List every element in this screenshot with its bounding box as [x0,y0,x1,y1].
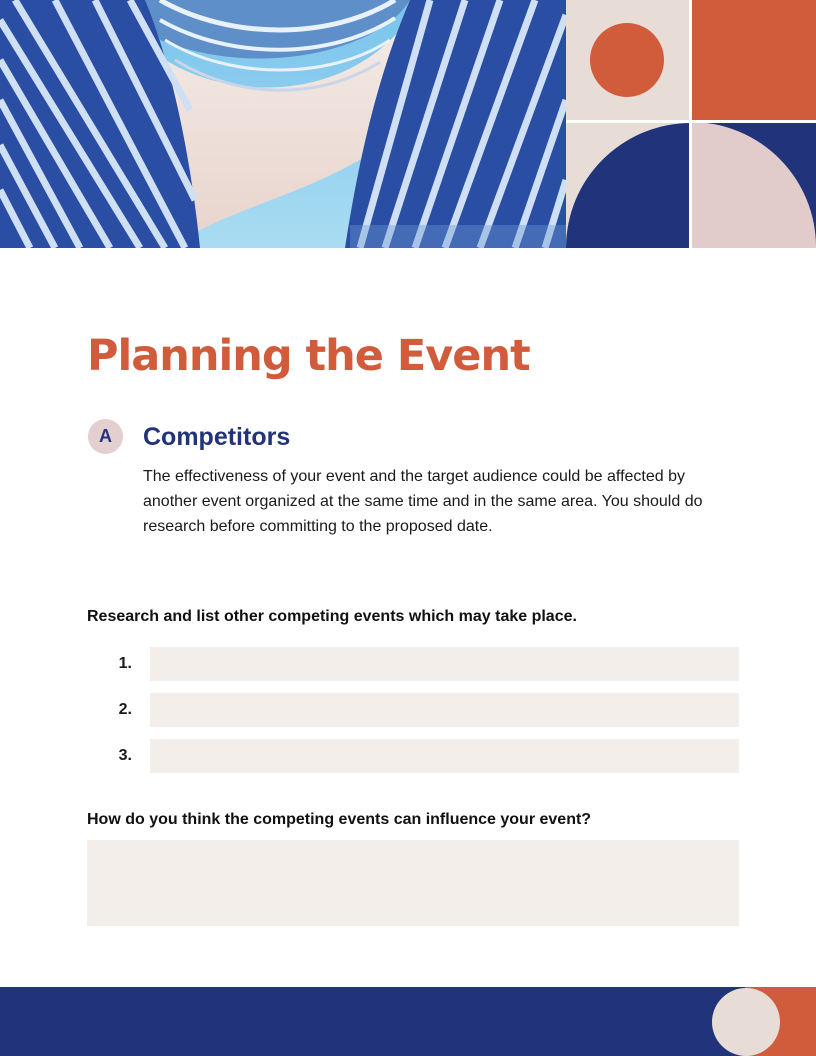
building-photo [0,0,566,248]
section-heading: Competitors [143,423,291,451]
page-header [0,0,816,248]
competing-event-field-3[interactable] [150,739,739,773]
list-item-number: 1. [118,655,132,672]
list-item [87,647,739,681]
list-item [87,693,739,727]
list-item-number: 2. [118,701,132,718]
decor-circle-icon [712,988,780,1056]
competing-event-field-2[interactable] [150,693,739,727]
competing-events-question: Research and list other competing events which may take place. [87,608,577,625]
page-title: Planning the Event [87,331,530,381]
influence-answer-field[interactable] [87,840,739,926]
geometric-shapes-decor [566,0,816,248]
section-description: The effectiveness of your event and the target audience could be affected by another event organized at the same time and in the same area. You should do research before committing to the proposed date. [143,468,703,535]
competing-event-field-1[interactable] [150,647,739,681]
section-badge: A [88,419,123,454]
page-footer [0,987,816,1056]
influence-question: How do you think the competing events can influence your event? [87,811,592,828]
list-item-number: 3. [118,747,132,764]
list-item [87,739,739,773]
